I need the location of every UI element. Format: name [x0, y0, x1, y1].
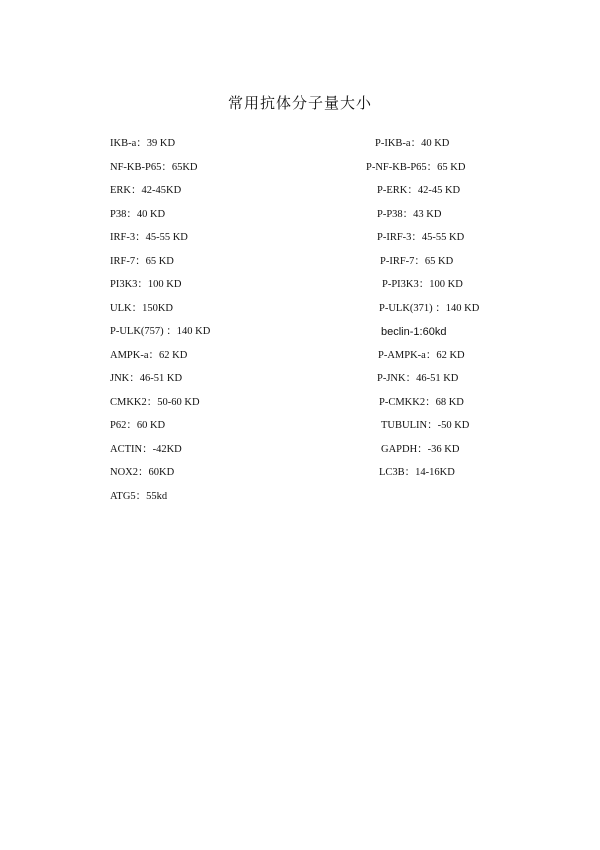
antibody-entry: P62：60 KD — [110, 420, 166, 431]
antibody-entry: ERK：42-45KD — [110, 185, 182, 196]
antibody-entry: TUBULIN：-50 KD — [381, 420, 470, 431]
antibody-entry: IRF-3：45-55 KD — [110, 232, 188, 243]
antibody-entry: NOX2：60KD — [110, 467, 175, 478]
antibody-entry: P-AMPK-a：62 KD — [378, 349, 465, 361]
antibody-entry: ULK：150KD — [110, 302, 173, 314]
antibody-entry: P-IRF-3：45-55 KD — [377, 232, 465, 243]
antibody-entry: IRF-7：65 KD — [110, 255, 174, 267]
antibody-entry: IKB-a：39 KD — [110, 138, 176, 149]
antibody-entry: P-CMKK2：68 KD — [379, 396, 464, 408]
antibody-entry: P-JNK：46-51 KD — [377, 373, 459, 384]
antibody-entry: P-NF-KB-P65：65 KD — [366, 161, 466, 173]
antibody-entry: P-P38：43 KD — [377, 208, 442, 220]
antibody-entry: P-ERK：42-45 KD — [377, 185, 461, 196]
antibody-entry: NF-KB-P65：65KD — [110, 161, 198, 173]
antibody-entry: PI3K3：100 KD — [110, 279, 182, 290]
page-title: 常用抗体分子量大小 — [227, 94, 372, 112]
antibody-entry: GAPDH：-36 KD — [381, 443, 460, 455]
antibody-entry: P38：40 KD — [110, 208, 166, 220]
antibody-entry: ATG5：55kd — [110, 490, 168, 502]
antibody-entry: AMPK-a：62 KD — [110, 349, 188, 361]
antibody-entry: P-ULK(371) ：140 KD — [379, 302, 480, 314]
antibody-entry: P-ULK(757) ：140 KD — [110, 326, 211, 337]
antibody-entry: JNK：46-51 KD — [110, 373, 183, 384]
antibody-entry: beclin-1:60kd — [381, 326, 447, 338]
antibody-entry: P-IKB-a：40 KD — [375, 138, 450, 149]
antibody-entry: P-IRF-7：65 KD — [380, 255, 454, 267]
antibody-entry: CMKK2：50-60 KD — [110, 396, 200, 408]
antibody-entry: P-PI3K3：100 KD — [382, 279, 463, 290]
antibody-entry: ACTIN：-42KD — [110, 443, 182, 455]
antibody-entry: LC3B：14-16KD — [379, 467, 455, 478]
